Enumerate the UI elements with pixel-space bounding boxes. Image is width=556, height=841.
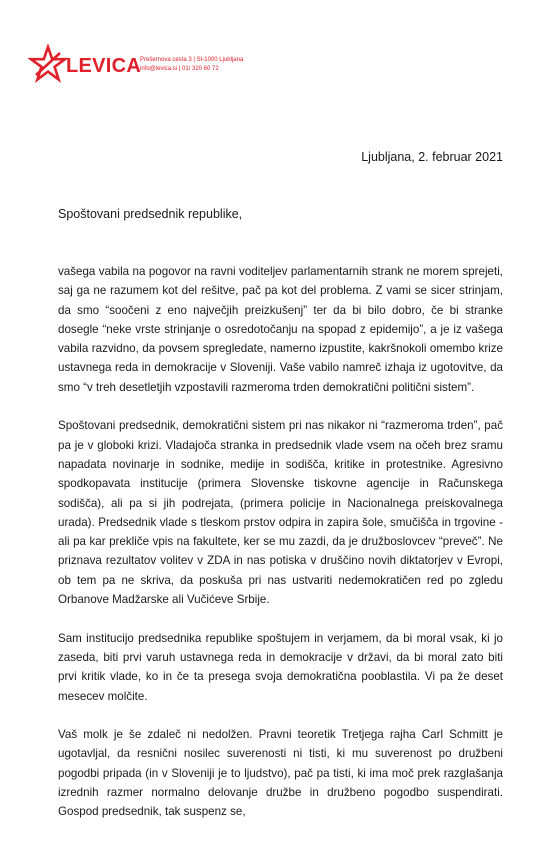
letter-date: Ljubljana, 2. februar 2021: [361, 150, 503, 164]
brand-name: LEVICA: [66, 55, 142, 77]
letterhead-address: Prešernova cesta 3 | SI-1000 Ljubljana: [140, 57, 244, 63]
letter-paragraph: vašega vabila na pogovor na ravni voditeljev parlamentarnih strank ne morem sprejeti, saj ga ne razumem kot del rešitve, pač pa kot del problema. Z vami se sicer strinjam, da smo “soočeni z eno največjih preizkušenj” ter da bi bilo dobro, če bi stranke dosegle “neke vrste strinjanje o osredotočanju na spopad z epidemijo”, a je iz vašega vabila razvidno, da povsem spregledate, namerno izpustite, kakršnokoli omembo krize ustavnega reda in demokracije v Sloveniji. Vaše vabilo namreč izhaja iz ugotovitve, da smo “v treh desetletjih vzpostavili razmeroma trden demokratični politični sistem”.: [58, 265, 503, 394]
letter-paragraph: Sam institucijo predsednika republike spoštujem in verjamem, da bi moral vsak, ki jo zaseda, biti prvi varuh ustavnega reda in demokracije v državi, da bi moral zato biti prvi kritik vlade, ko in če ta presega svoja demokratična pooblastila. Vi pa že deset mesecev molčite.: [58, 631, 503, 703]
letterhead-email-phone: info@levica.si | 01/ 320 60 72: [140, 66, 219, 72]
red-star-icon: [28, 44, 68, 84]
letter-body: [58, 262, 503, 841]
letter-salutation: Spoštovani predsednik republike,: [58, 207, 243, 221]
letterhead-contact: [140, 56, 243, 74]
letter-paragraph: Spoštovani predsednik, demokratični sistem pri nas nikakor ni “razmeroma trden”, pač pa je v globoki krizi. Vladajoča stranka in predsednik vlade vsem na očeh brez sramu napadata novinarje in sodnike, medije in sodišča, kritike in protestnike. Agresivno spodkopavata institucije (primera Slovenske tiskovne agencije in Računskega sodišča), ali pa si jih podrejata, (primera policije in Nacionalnega preiskovalnega urada). Predsednik vlade s tleskom prstov odpira in zapira šole, smučišča in trgovine - ali pa kar prekliče vpis na fakultete, ker se mu zazdi, da je družboslovcev “preveč”. Ne priznava rezultatov volitev v ZDA in nas potiska v druščino novih diktatorjev v Evropi, ob tem pa ne skriva, da poskuša pri nas ustvariti nedemokratičen red po zgledu Orbanove Madžarske ali Vučićeve Srbije.: [58, 419, 503, 607]
letter-paragraph: Vaš molk je še zdaleč ni nedolžen. Pravni teoretik Tretjega rajha Carl Schmitt je ugotavljal, da resnični nosilec suverenosti ni tisti, ki mu suverenost po družbeni pogodbi pripada (in v Sloveniji je to ljudstvo), pač pa tisti, ki ima moč prek razglašanja izrednih razmer normalno delovanje družbe in družbeno pogodbo suspendirati. Gospod predsednik, tak suspenz se,: [58, 728, 503, 819]
levica-logo: [28, 44, 142, 84]
